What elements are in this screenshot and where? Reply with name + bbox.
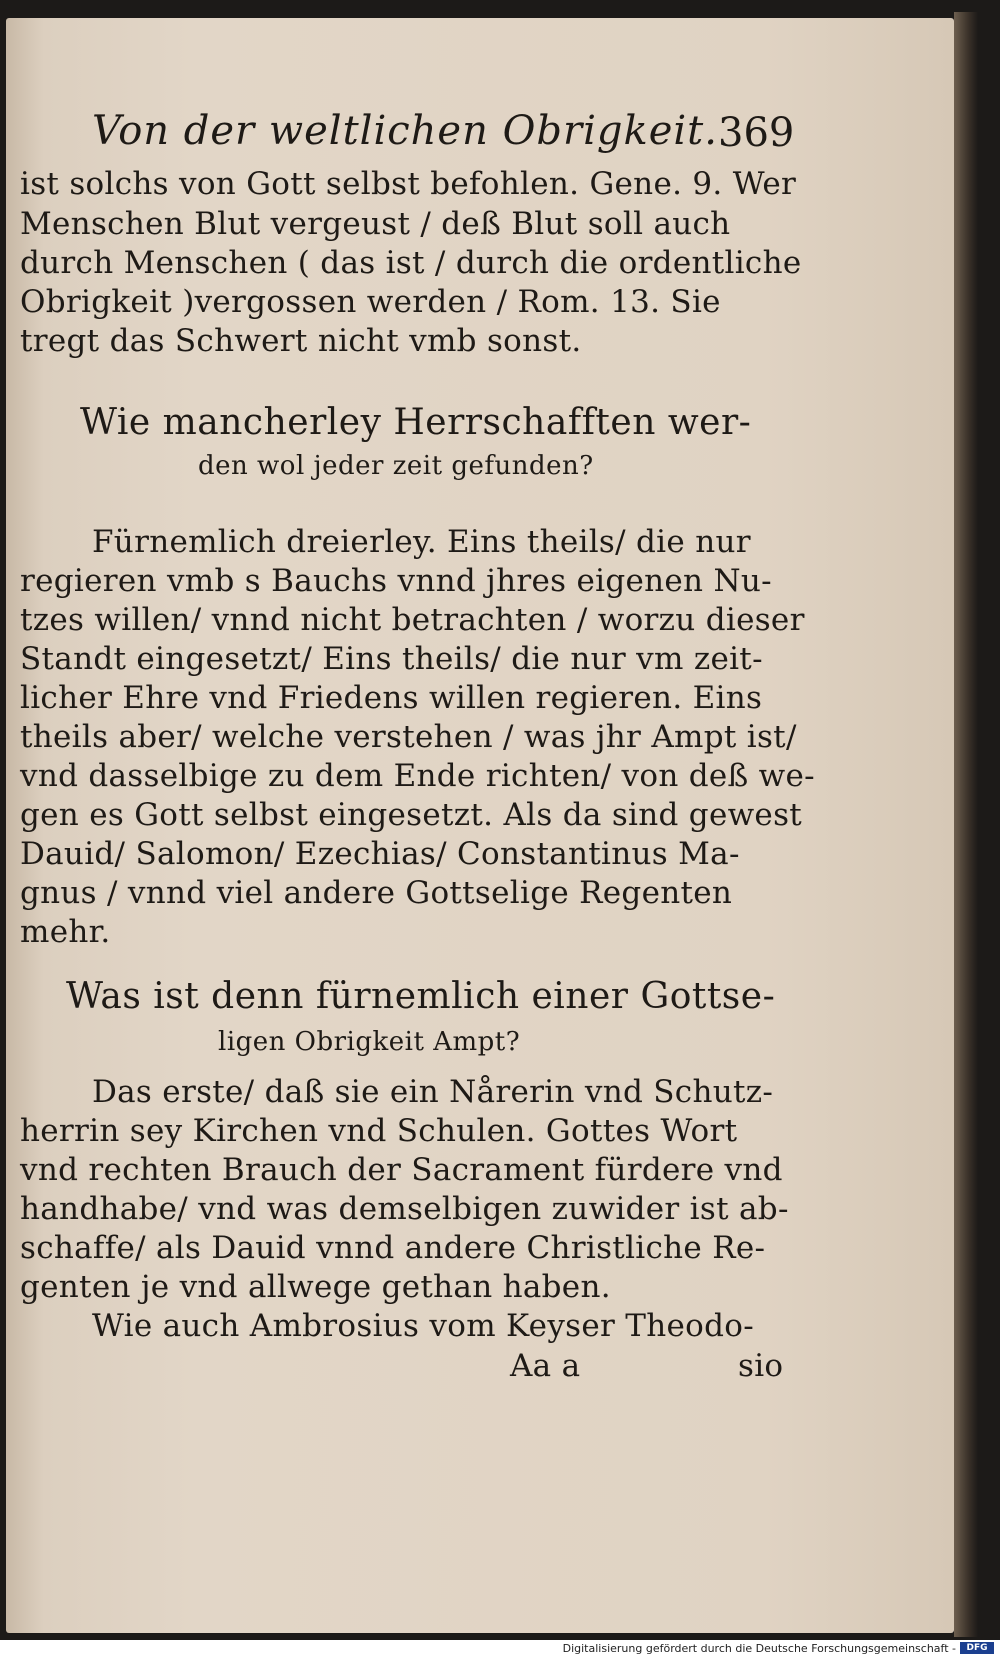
section-heading: Was ist denn fürnemlich einer Gottse- [66,976,776,1017]
text-line: Obrigkeit )vergossen werden / Rom. 13. Sie [20,284,721,320]
text-line: handhabe/ vnd was demselbigen zuwider ist ab- [20,1191,789,1227]
footer-bar [0,1640,1000,1657]
text-line: Fürnemlich dreierley. Eins theils/ die nur [92,524,751,560]
text-line: gnus / vnnd viel andere Gottselige Regenten [20,875,733,911]
text-line: Standt eingesetzt/ Eins theils/ die nur vm zeit- [20,641,763,677]
section-heading: Wie mancherley Herrschafften wer- [80,402,752,443]
text-line: herrin sey Kirchen vnd Schulen. Gottes Wort [20,1113,738,1149]
text-line: vnd dasselbige zu dem Ende richten/ von deß we- [20,758,815,794]
text-line: licher Ehre vnd Friedens willen regieren. Eins [20,680,763,716]
text-line: regieren vmb s Bauchs vnnd jhres eigenen Nu- [20,563,772,599]
text-line: Das erste/ daß sie ein Nårerin vnd Schutz- [92,1074,774,1110]
running-head: Von der weltlichen Obrigkeit. [92,108,718,154]
page-number: 369 [718,110,795,156]
text-line: tregt das Schwert nicht vmb sonst. [20,323,582,359]
text-line: Dauid/ Salomon/ Ezechias/ Constantinus Ma- [20,836,740,872]
catchword: sio [738,1348,784,1384]
page-edge [954,12,978,1637]
text-line: theils aber/ welche verstehen / was jhr Ampt ist/ [20,719,797,755]
text-line: Wie auch Ambrosius vom Keyser Theodo- [92,1308,754,1344]
text-line: schaffe/ als Dauid vnnd andere Christliche Re- [20,1230,766,1266]
text-line: gen es Gott selbst eingesetzt. Als da sind gewest [20,797,803,833]
text-line: ist solchs von Gott selbst befohlen. Gene. 9. Wer [20,166,797,202]
footer-credit: Digitalisierung gefördert durch die Deutsche Forschungsgemeinschaft - [562,1642,956,1655]
dfg-logo: DFG [960,1642,994,1654]
text-line: Menschen Blut vergeust / deß Blut soll auch [20,206,731,242]
signature-mark: Aa a [510,1348,581,1384]
text-line: vnd rechten Brauch der Sacrament fürdere vnd [20,1152,783,1188]
text-line: durch Menschen ( das ist / durch die ordentliche [20,245,802,281]
text-line: tzes willen/ vnnd nicht betrachten / worzu dieser [20,602,805,638]
section-heading-continuation: den wol jeder zeit gefunden? [198,451,594,481]
section-heading-continuation: ligen Obrigkeit Ampt? [218,1027,521,1057]
text-line: mehr. [20,914,111,950]
text-line: genten je vnd allwege gethan haben. [20,1269,611,1305]
